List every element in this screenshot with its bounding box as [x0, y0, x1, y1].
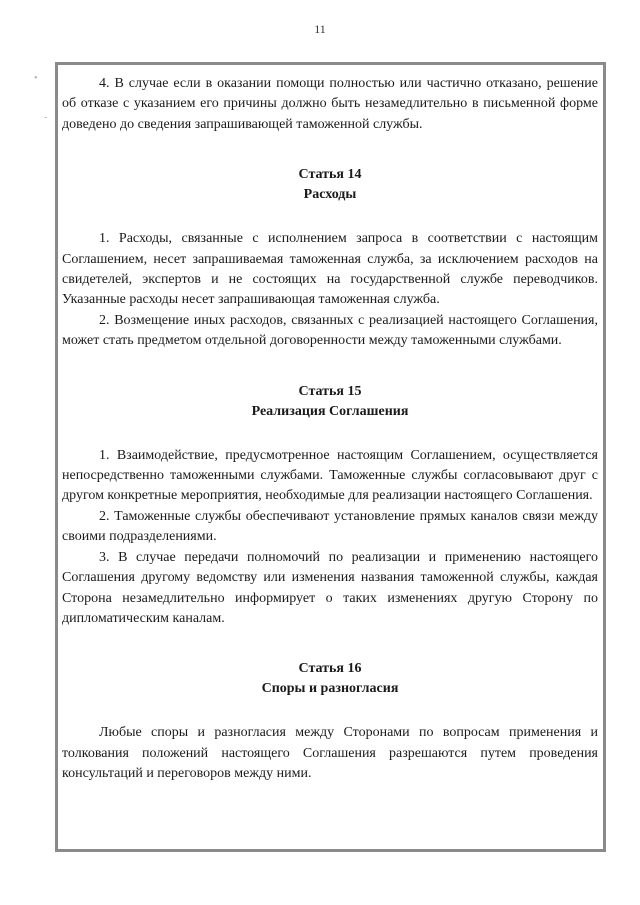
- article-14-number: Статья 14: [298, 167, 362, 183]
- article-16-paragraph-1: Любые споры и разногласия между Сторонами по вопросам применения и толкования положений настоящего Соглашения разрешаются путем проведения консультаций и переговоров между ними.: [62, 725, 598, 782]
- document-body: [62, 74, 598, 785]
- article-14: [62, 165, 598, 351]
- article-15-paragraph-3: 3. В случае передачи полномочий по реализации и применению настоящего Соглашения другому ведомству или изменения названия таможенной службы, каждая Сторона незамедлительно информирует о таких изменениях другую Сторону по дипломатическим каналам.: [62, 549, 598, 626]
- article-15-paragraph-2: 2. Таможенные службы обеспечивают установление прямых каналов связи между своими подразделениями.: [62, 508, 598, 545]
- article-16-title: Споры и разногласия: [261, 681, 399, 697]
- article-15-title: Реализация Соглашения: [251, 403, 409, 419]
- article-16-number: Статья 16: [298, 661, 362, 677]
- intro-paragraph: 4. В случае если в оказании помощи полностью или частично отказано, решение об отказе с указанием его причины должно быть незамедлительно в письменной форме доведено до сведения запрашивающей таможенной службы.: [62, 76, 598, 132]
- margin-mark-top: •: [34, 73, 38, 84]
- article-16: [62, 659, 598, 784]
- article-15-number: Статья 15: [298, 383, 362, 399]
- margin-mark-bottom: -: [44, 112, 48, 123]
- page-number: 11: [314, 22, 326, 36]
- article-14-paragraph-2: 2. Возмещение иных расходов, связанных с реализацией настоящего Соглашения, может стать предметом отдельной договоренности между таможенными службами.: [62, 312, 598, 349]
- article-14-title: Расходы: [303, 187, 357, 203]
- article-15: [62, 382, 598, 630]
- article-15-paragraph-1: 1. Взаимодействие, предусмотренное настоящим Соглашением, осуществляется непосредственно таможенными службами. Таможенные службы согласовывают друг с другом конкретные мероприятия, необходимые для реализации настоящего Соглашения.: [62, 447, 598, 504]
- article-14-paragraph-1: 1. Расходы, связанные с исполнением запроса в соответствии с настоящим Соглашением, несет запрашиваемая таможенная служба, за исключением расходов на свидетелей, экспертов и не состоящих на государственной службе переводчиков. Указанные расходы несет запрашивающая таможенная служба.: [62, 231, 598, 308]
